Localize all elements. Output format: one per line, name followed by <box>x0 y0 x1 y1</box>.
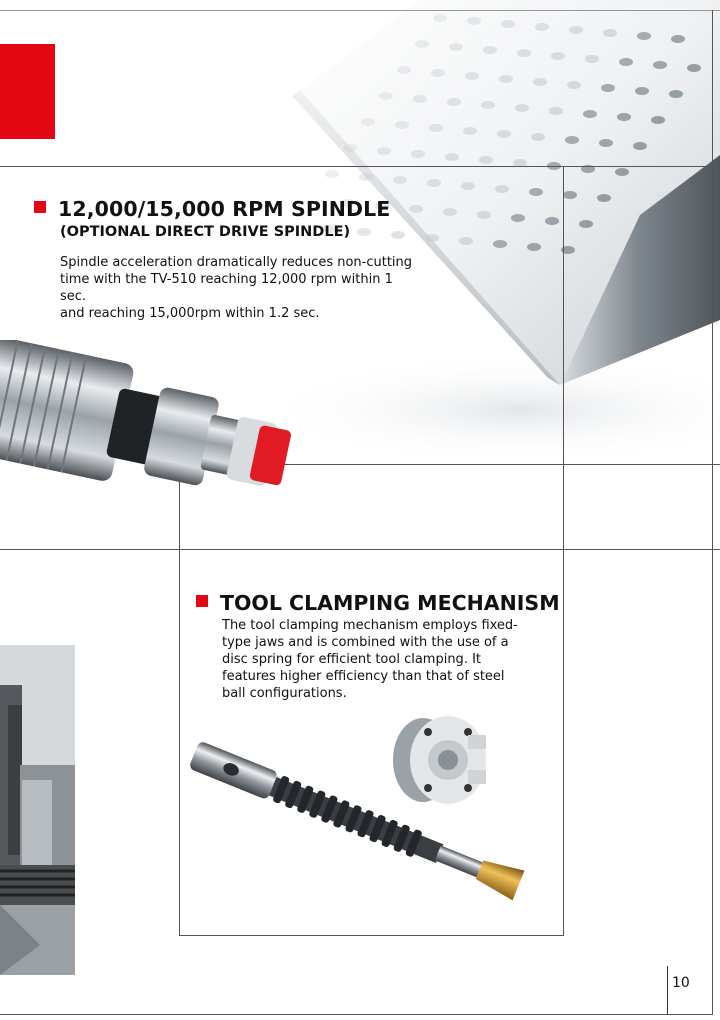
plate-hole <box>433 14 447 22</box>
plate-hole <box>637 32 651 40</box>
plate-hole <box>615 168 629 176</box>
tool-clamping-description-line: ball configurations. <box>222 686 347 701</box>
plate-hole <box>619 58 633 66</box>
plate-hole <box>411 150 425 158</box>
plate-hole <box>445 153 459 161</box>
tool-clamping-description-line: type jaws and is combined with the use of a <box>222 635 509 650</box>
plate-hole <box>499 75 513 83</box>
top-frame-line <box>0 10 720 11</box>
plate-hole <box>533 78 547 86</box>
plate-hole <box>413 95 427 103</box>
plate-hole <box>535 23 549 31</box>
plate-hole <box>481 101 495 109</box>
plate-hole <box>583 110 597 118</box>
plate-hole <box>409 205 423 213</box>
spindle-description <box>60 254 420 322</box>
plate-hole <box>429 124 443 132</box>
plate-hole <box>669 90 683 98</box>
plate-hole <box>443 208 457 216</box>
plate-hole <box>495 185 509 193</box>
plate-hole <box>597 194 611 202</box>
tool-clamping-description-line: features higher efficiency than that of steel <box>222 669 505 684</box>
plate-hole <box>461 182 475 190</box>
spindle-description-line: and reaching 15,000rpm within 1.2 sec. <box>60 306 320 321</box>
plate-hole <box>431 69 445 77</box>
spindle-image <box>0 340 300 540</box>
tool-clamping-title: TOOL CLAMPING MECHANISM <box>220 591 560 615</box>
plate-hole <box>393 176 407 184</box>
plate-hole <box>427 179 441 187</box>
plate-hole <box>617 113 631 121</box>
plate-hole <box>357 228 371 236</box>
plate-hole <box>633 142 647 150</box>
plate-hole <box>579 220 593 228</box>
plate-hole <box>635 87 649 95</box>
plate-hole <box>653 61 667 69</box>
plate-hole <box>527 243 541 251</box>
bottom-frame-line <box>0 1014 713 1015</box>
plate-hole <box>545 217 559 225</box>
plate-hole <box>585 55 599 63</box>
plate-hole <box>379 92 393 100</box>
plate-hole <box>529 188 543 196</box>
plate-hole <box>395 121 409 129</box>
plate-hole <box>497 130 511 138</box>
plate-hole <box>549 107 563 115</box>
spindle-title: 12,000/15,000 RPM SPINDLE <box>58 197 391 221</box>
plate-hole <box>465 72 479 80</box>
plate-hole <box>483 46 497 54</box>
red-bullet-square <box>34 201 46 213</box>
plate-hole <box>325 170 339 178</box>
section-divider-vertical <box>563 166 564 936</box>
plate-hole <box>511 214 525 222</box>
section1-top-line <box>0 166 712 167</box>
machine-image <box>0 645 75 975</box>
plate-hole <box>651 116 665 124</box>
plate-hole <box>515 104 529 112</box>
plate-hole <box>501 20 515 28</box>
plate-hole <box>343 144 357 152</box>
plate-hole <box>449 43 463 51</box>
plate-hole <box>415 40 429 48</box>
plate-hole <box>391 231 405 239</box>
plate-hole <box>493 240 507 248</box>
spindle-description-line: Spindle acceleration dramatically reduces non-cutting <box>60 255 413 270</box>
plate-hole <box>599 139 613 147</box>
plate-hole <box>377 147 391 155</box>
tool-clamping-description-line: disc spring for efficient tool clamping. It <box>222 652 482 667</box>
plate-hole <box>563 191 577 199</box>
plate-hole <box>569 26 583 34</box>
red-bullet-square <box>196 595 208 607</box>
plate-hole <box>447 98 461 106</box>
plate-hole <box>463 127 477 135</box>
plate-hole <box>567 81 581 89</box>
spindle-heading <box>34 197 390 221</box>
tool-clamping-heading <box>196 591 560 615</box>
page-number: 10 <box>672 975 690 991</box>
plate-hole <box>361 118 375 126</box>
plate-hole <box>517 49 531 57</box>
plate-hole <box>551 52 565 60</box>
plate-hole <box>601 84 615 92</box>
divider-line-549 <box>0 549 720 550</box>
plate-hole <box>479 156 493 164</box>
plate-hole <box>425 234 439 242</box>
plate-hole <box>459 237 473 245</box>
spindle-description-line: time with the TV-510 reaching 12,000 rpm within 1 sec. <box>60 272 393 304</box>
tool-clamping-image <box>185 705 560 910</box>
plate-hole <box>467 17 481 25</box>
spindle-subtitle: (OPTIONAL DIRECT DRIVE SPINDLE) <box>60 224 351 240</box>
plate-hole <box>531 133 545 141</box>
red-accent-block <box>0 44 55 139</box>
plate-hole <box>603 29 617 37</box>
plate-hole <box>671 35 685 43</box>
tool-clamping-description-line: The tool clamping mechanism employs fixed- <box>222 618 518 633</box>
plate-hole <box>565 136 579 144</box>
plate-hole <box>359 173 373 181</box>
plate-hole <box>397 66 411 74</box>
plate-hole <box>687 64 701 72</box>
plate-hole <box>477 211 491 219</box>
right-frame-line <box>712 10 713 1015</box>
tool-clamping-description <box>222 617 542 702</box>
section2-bottom-line <box>179 935 564 936</box>
page-number-bar <box>667 966 668 1014</box>
